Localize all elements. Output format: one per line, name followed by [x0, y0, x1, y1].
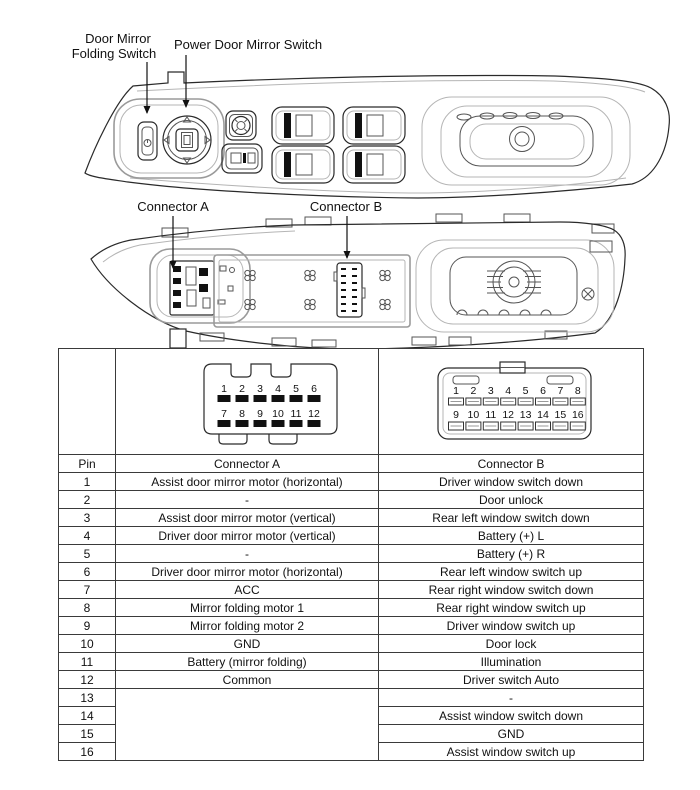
table-row — [59, 509, 644, 527]
pin-terminal — [308, 420, 321, 427]
connector-a-bottom-tab-left — [219, 434, 247, 444]
pin-number-label: 4 — [505, 385, 512, 397]
connector-a-bottom-tab-right — [269, 434, 297, 444]
pin-terminal — [290, 420, 303, 427]
connector-a-face-diagram — [116, 349, 377, 454]
connector-a-cell: Driver door mirror motor (vertical) — [116, 527, 379, 545]
callout-connector-b: Connector B — [309, 199, 383, 214]
pin-cell: 2 — [59, 491, 116, 509]
connector-b-slot-left — [453, 376, 479, 384]
pin-cell: 7 — [59, 581, 116, 599]
pin-cell: 13 — [59, 689, 116, 707]
connector-a-face-cell — [116, 349, 379, 455]
pin-cell: 8 — [59, 599, 116, 617]
pin-terminal — [236, 420, 249, 427]
door-mirror-folding-switch — [138, 122, 157, 160]
pin-number-label: 6 — [540, 385, 546, 397]
pin-number-label: 12 — [502, 409, 515, 421]
door-pull-handle — [422, 97, 630, 185]
pin-number-label: 2 — [470, 385, 477, 397]
connector-b-cell: Door unlock — [379, 491, 644, 509]
connector-b-cell: Assist window switch up — [379, 743, 644, 761]
table-row — [59, 545, 644, 563]
callout-connector-a: Connector A — [137, 199, 209, 214]
connector-b-cell: Driver window switch up — [379, 617, 644, 635]
table-row — [59, 653, 644, 671]
pin-terminal — [308, 395, 321, 402]
lower-mounting-tab — [170, 329, 186, 348]
power-door-mirror-switch — [163, 116, 211, 164]
pin-number-label: 14 — [537, 409, 549, 421]
pin-number-label: 7 — [221, 408, 227, 420]
pin-number-label: 4 — [275, 383, 281, 395]
table-header-row — [59, 455, 644, 473]
pin-number-label: 10 — [467, 409, 480, 421]
pin-number-label: 12 — [308, 408, 320, 420]
pin-cell: 6 — [59, 563, 116, 581]
connector-b-cell: Rear left window switch up — [379, 563, 644, 581]
pin-terminal — [218, 395, 231, 402]
panel-back-inner-line — [103, 231, 295, 262]
callout-folding-switch-line2: Folding Switch — [71, 46, 157, 61]
back-view-illustration — [91, 199, 625, 348]
pin-terminal — [218, 420, 231, 427]
table-row — [59, 473, 644, 491]
connector-b-cell: Door lock — [379, 635, 644, 653]
pin-number-label: 16 — [571, 409, 584, 421]
bottom-clips — [200, 331, 567, 347]
pin-number-label: 13 — [519, 409, 532, 421]
table-row — [59, 599, 644, 617]
screw-bosses — [245, 270, 390, 309]
connector-a-cell: - — [116, 491, 379, 509]
window-switch-rear-right — [343, 146, 405, 183]
central-lock-switch — [226, 111, 256, 140]
pin-cell: 4 — [59, 527, 116, 545]
pin-number-label: 8 — [239, 408, 245, 420]
header-pin: Pin — [59, 455, 116, 473]
pin-cell: 5 — [59, 545, 116, 563]
connector-b-cell: Illumination — [379, 653, 644, 671]
connector-b-cell: Driver switch Auto — [379, 671, 644, 689]
pin-number-label: 9 — [257, 408, 263, 420]
header-connector-b: Connector B — [379, 455, 644, 473]
pin-number-label: 5 — [522, 385, 529, 397]
connector-faces-row — [59, 349, 644, 455]
pin-number-label: 2 — [239, 383, 245, 395]
connector-b-cell: Driver window switch down — [379, 473, 644, 491]
pin-number-label: 5 — [293, 383, 299, 395]
connector-a-cell: Mirror folding motor 1 — [116, 599, 379, 617]
table-row — [59, 563, 644, 581]
window-switch-front-right — [343, 107, 405, 144]
connector-a-cell: GND — [116, 635, 379, 653]
pin-terminal — [290, 395, 303, 402]
connector-b-cell: - — [379, 689, 644, 707]
empty-cell — [59, 349, 116, 455]
pin-number-label: 15 — [554, 409, 567, 421]
pin-terminal — [272, 395, 285, 402]
pin-cell: 9 — [59, 617, 116, 635]
table-row — [59, 689, 644, 707]
connector-b-slot-right — [547, 376, 573, 384]
pin-cell: 12 — [59, 671, 116, 689]
pin-number-label: 7 — [557, 385, 564, 397]
pin-terminal — [254, 420, 267, 427]
connector-b-cell: Rear right window switch up — [379, 599, 644, 617]
window-switch-group — [272, 107, 405, 183]
mounting-tabs — [162, 214, 614, 237]
connector-b-face-cell — [379, 349, 644, 455]
table-row — [59, 635, 644, 653]
window-switch-front-left — [272, 107, 334, 144]
table-row — [59, 617, 644, 635]
connector-b-on-panel — [334, 263, 365, 317]
connector-b-cell: Battery (+) R — [379, 545, 644, 563]
table-row — [59, 491, 644, 509]
pin-terminal — [254, 395, 267, 402]
pin-terminal — [236, 395, 249, 402]
connector-b-pins — [449, 385, 586, 430]
connector-b-cell: GND — [379, 725, 644, 743]
connector-a-cell: - — [116, 545, 379, 563]
connector-a-cell: Battery (mirror folding) — [116, 653, 379, 671]
pin-number-label: 1 — [221, 383, 227, 395]
door-pull-handle-back — [416, 240, 614, 332]
pin-cell: 16 — [59, 743, 116, 761]
callout-folding-switch-line1: Door Mirror — [85, 31, 151, 46]
pin-cell: 10 — [59, 635, 116, 653]
table-row — [59, 671, 644, 689]
connector-a-cell: Common — [116, 671, 379, 689]
connector-a-pins — [218, 383, 321, 427]
pin-table-body — [59, 349, 644, 761]
connector-a-cell: Assist door mirror motor (vertical) — [116, 509, 379, 527]
connector-a-cell: Driver door mirror motor (horizontal) — [116, 563, 379, 581]
pin-cell: 3 — [59, 509, 116, 527]
connector-a-cell: Assist door mirror motor (horizontal) — [116, 473, 379, 491]
pin-number-label: 11 — [290, 408, 302, 420]
pin-number-label: 1 — [453, 385, 459, 397]
pin-number-label: 3 — [257, 383, 263, 395]
table-row — [59, 581, 644, 599]
pin-number-label: 10 — [272, 408, 284, 420]
connector-b-cell: Rear right window switch down — [379, 581, 644, 599]
connector-a-cell: ACC — [116, 581, 379, 599]
pin-number-label: 9 — [453, 409, 459, 421]
table-row — [59, 527, 644, 545]
connector-b-cell: Assist window switch down — [379, 707, 644, 725]
connector-b-cell: Rear left window switch down — [379, 509, 644, 527]
pin-cell: 15 — [59, 725, 116, 743]
connector-b-face-diagram — [379, 349, 642, 454]
connector-a-cell: Mirror folding motor 2 — [116, 617, 379, 635]
pin-cell: 14 — [59, 707, 116, 725]
pin-terminal — [272, 420, 285, 427]
connector-b-cell: Battery (+) L — [379, 527, 644, 545]
handle-ribs — [487, 271, 541, 293]
callout-power-switch: Power Door Mirror Switch — [174, 37, 323, 52]
connector-a-on-panel — [170, 261, 235, 315]
header-connector-a: Connector A — [116, 455, 379, 473]
pin-cell: 11 — [59, 653, 116, 671]
pin-number-label: 8 — [574, 385, 581, 397]
pin-number-label: 11 — [485, 409, 497, 421]
pin-table — [58, 348, 644, 761]
pin-number-label: 6 — [311, 383, 317, 395]
top-view-illustration — [72, 31, 670, 198]
pin-cell: 1 — [59, 473, 116, 491]
window-lock-switch — [222, 144, 262, 173]
pin-number-label: 3 — [487, 385, 494, 397]
connector-a-merged-cell — [116, 689, 379, 761]
connector-b-pin-slots — [341, 268, 357, 312]
switch-panel-illustrations — [0, 0, 700, 348]
window-switch-rear-left — [272, 146, 334, 183]
